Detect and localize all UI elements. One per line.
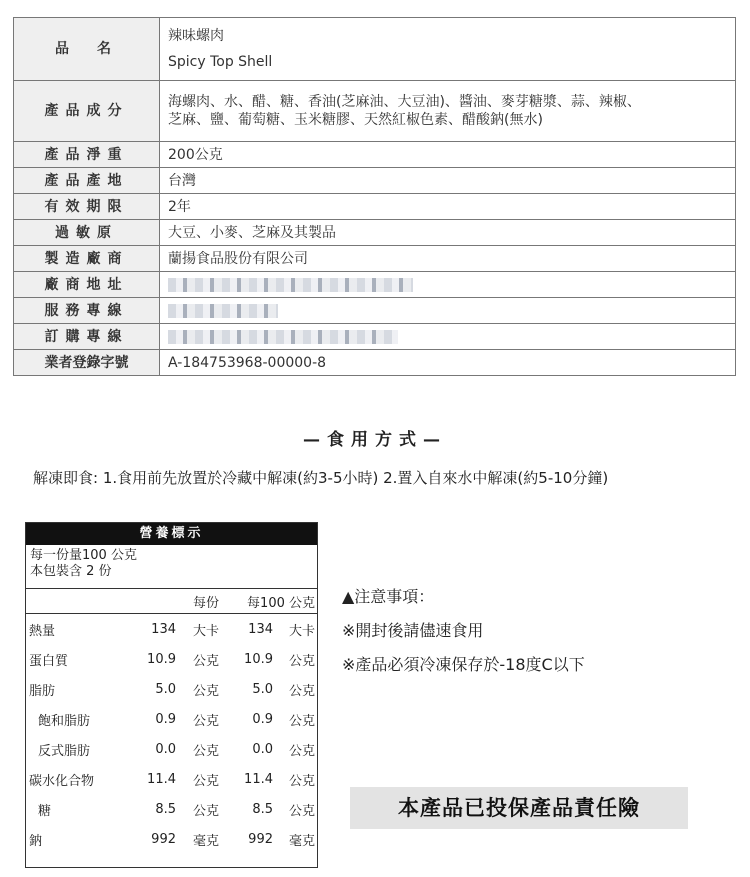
nutrition-title: 營養標示: [26, 523, 317, 545]
allergen-value: 大豆、小麥、芝麻及其製品: [160, 220, 736, 246]
name-label: 品 名: [14, 18, 160, 81]
per-100g-unit: 毫克: [288, 833, 315, 849]
nutrient-name: 糖: [38, 803, 52, 819]
origin-value: 台灣: [160, 168, 736, 194]
name-zh: 辣味螺肉: [168, 28, 224, 44]
col-per-100g: 每100 公克: [221, 589, 317, 614]
per-serving-value: 10.9: [147, 651, 176, 667]
nutrition-row: [26, 644, 317, 674]
per-100g-value: 11.4: [244, 771, 273, 787]
nutrition-row: [26, 794, 317, 824]
service-line-value: [160, 298, 736, 324]
ingredients-value: [160, 81, 736, 142]
order-line-value: [160, 324, 736, 350]
redacted-service-line: [168, 304, 278, 318]
per-serving-value: 5.0: [155, 681, 176, 697]
nutrition-row: [26, 764, 317, 794]
per-serving-unit: 大卡: [192, 623, 219, 639]
per-100g-unit: 公克: [288, 653, 315, 669]
weight-value: 200公克: [160, 142, 736, 168]
per-100g-value: 992: [248, 831, 273, 847]
name-en: Spicy Top Shell: [168, 54, 273, 70]
nutrition-row: [26, 704, 317, 734]
per-100g-unit: 大卡: [288, 623, 315, 639]
address-label: 廠商地址: [14, 272, 160, 298]
address-value: [160, 272, 736, 298]
weight-label: 產品淨重: [14, 142, 160, 168]
maker-value: 蘭揚食品股份有限公司: [160, 246, 736, 272]
nutrition-header-row: [26, 589, 317, 614]
note-open-soon: ※開封後請儘速食用: [342, 621, 484, 640]
nutrient-name: 脂肪: [29, 683, 56, 699]
nutrient-name: 熱量: [29, 623, 56, 639]
nutrient-name: 鈉: [29, 833, 43, 849]
nutrition-row: [26, 614, 317, 645]
per-100g-unit: 公克: [288, 743, 315, 759]
per-serving-unit: 公克: [192, 743, 219, 759]
nutrition-row: [26, 674, 317, 704]
per-serving-value: 0.0: [155, 741, 176, 757]
registration-value: A-184753968-00000-8: [160, 350, 736, 376]
liability-insurance-badge: 本產品已投保產品責任險: [350, 787, 688, 829]
per-100g-unit: 公克: [288, 773, 315, 789]
per-serving-unit: 公克: [192, 713, 219, 729]
ingredients-line2: 芝麻、鹽、葡萄糖、玉米糖膠、天然紅椒色素、醋酸鈉(無水): [168, 112, 543, 128]
service-line-label: 服務專線: [14, 298, 160, 324]
per-100g-unit: 公克: [288, 803, 315, 819]
per-serving-unit: 公克: [192, 653, 219, 669]
per-serving-value: 992: [151, 831, 176, 847]
per-100g-unit: 公克: [288, 713, 315, 729]
registration-label: 業者登錄字號: [14, 350, 160, 376]
per-serving-value: 134: [151, 621, 176, 637]
per-100g-value: 0.9: [252, 711, 273, 727]
maker-label: 製造廠商: [14, 246, 160, 272]
serving-size: 每一份量100 公克: [30, 548, 137, 563]
per-serving-unit: 公克: [192, 683, 219, 699]
order-line-label: 訂購專線: [14, 324, 160, 350]
ingredients-label: 產品成分: [14, 81, 160, 142]
name-value: [160, 18, 736, 81]
usage-instructions: 解凍即食: 1.食用前先放置於冷藏中解凍(約3-5小時) 2.置入自來水中解凍(約5-10分鐘): [33, 469, 609, 487]
origin-label: 產品產地: [14, 168, 160, 194]
nutrition-row: [26, 824, 317, 854]
per-100g-value: 10.9: [244, 651, 273, 667]
note-keep-frozen: ※產品必須冷凍保存於-18度C以下: [342, 655, 585, 674]
per-serving-unit: 公克: [192, 773, 219, 789]
ingredients-line1: 海螺肉、水、醋、糖、香油(芝麻油、大豆油)、醬油、麥芽糖漿、蒜、辣椒、: [168, 94, 641, 110]
nutrition-facts: [25, 522, 318, 868]
shelf-life-value: 2年: [160, 194, 736, 220]
notes-title: ▲注意事項：: [342, 587, 435, 606]
nutrient-name: 碳水化合物: [29, 773, 95, 789]
serving-info: [26, 545, 317, 589]
per-100g-value: 5.0: [252, 681, 273, 697]
nutrient-name: 蛋白質: [29, 653, 69, 669]
redacted-order-line: [168, 330, 398, 344]
col-per-serving: 每份: [176, 589, 221, 614]
per-100g-unit: 公克: [288, 683, 315, 699]
per-serving-value: 0.9: [155, 711, 176, 727]
usage-title: —食用方式—: [303, 430, 447, 450]
shelf-life-label: 有效期限: [14, 194, 160, 220]
nutrient-name: 反式脂肪: [38, 743, 91, 759]
nutrition-table: [26, 589, 317, 854]
nutrient-name: 飽和脂肪: [38, 713, 91, 729]
per-100g-value: 8.5: [252, 801, 273, 817]
allergen-label: 過敏原: [14, 220, 160, 246]
redacted-address: [168, 278, 413, 292]
per-serving-unit: 公克: [192, 803, 219, 819]
nutrition-row: [26, 734, 317, 764]
servings-per-pack: 本包裝含 2 份: [30, 564, 112, 579]
per-100g-value: 0.0: [252, 741, 273, 757]
product-info-table: [13, 17, 736, 376]
per-serving-unit: 毫克: [192, 833, 219, 849]
per-100g-value: 134: [248, 621, 273, 637]
notes-section: [342, 580, 585, 682]
per-serving-value: 11.4: [147, 771, 176, 787]
per-serving-value: 8.5: [155, 801, 176, 817]
